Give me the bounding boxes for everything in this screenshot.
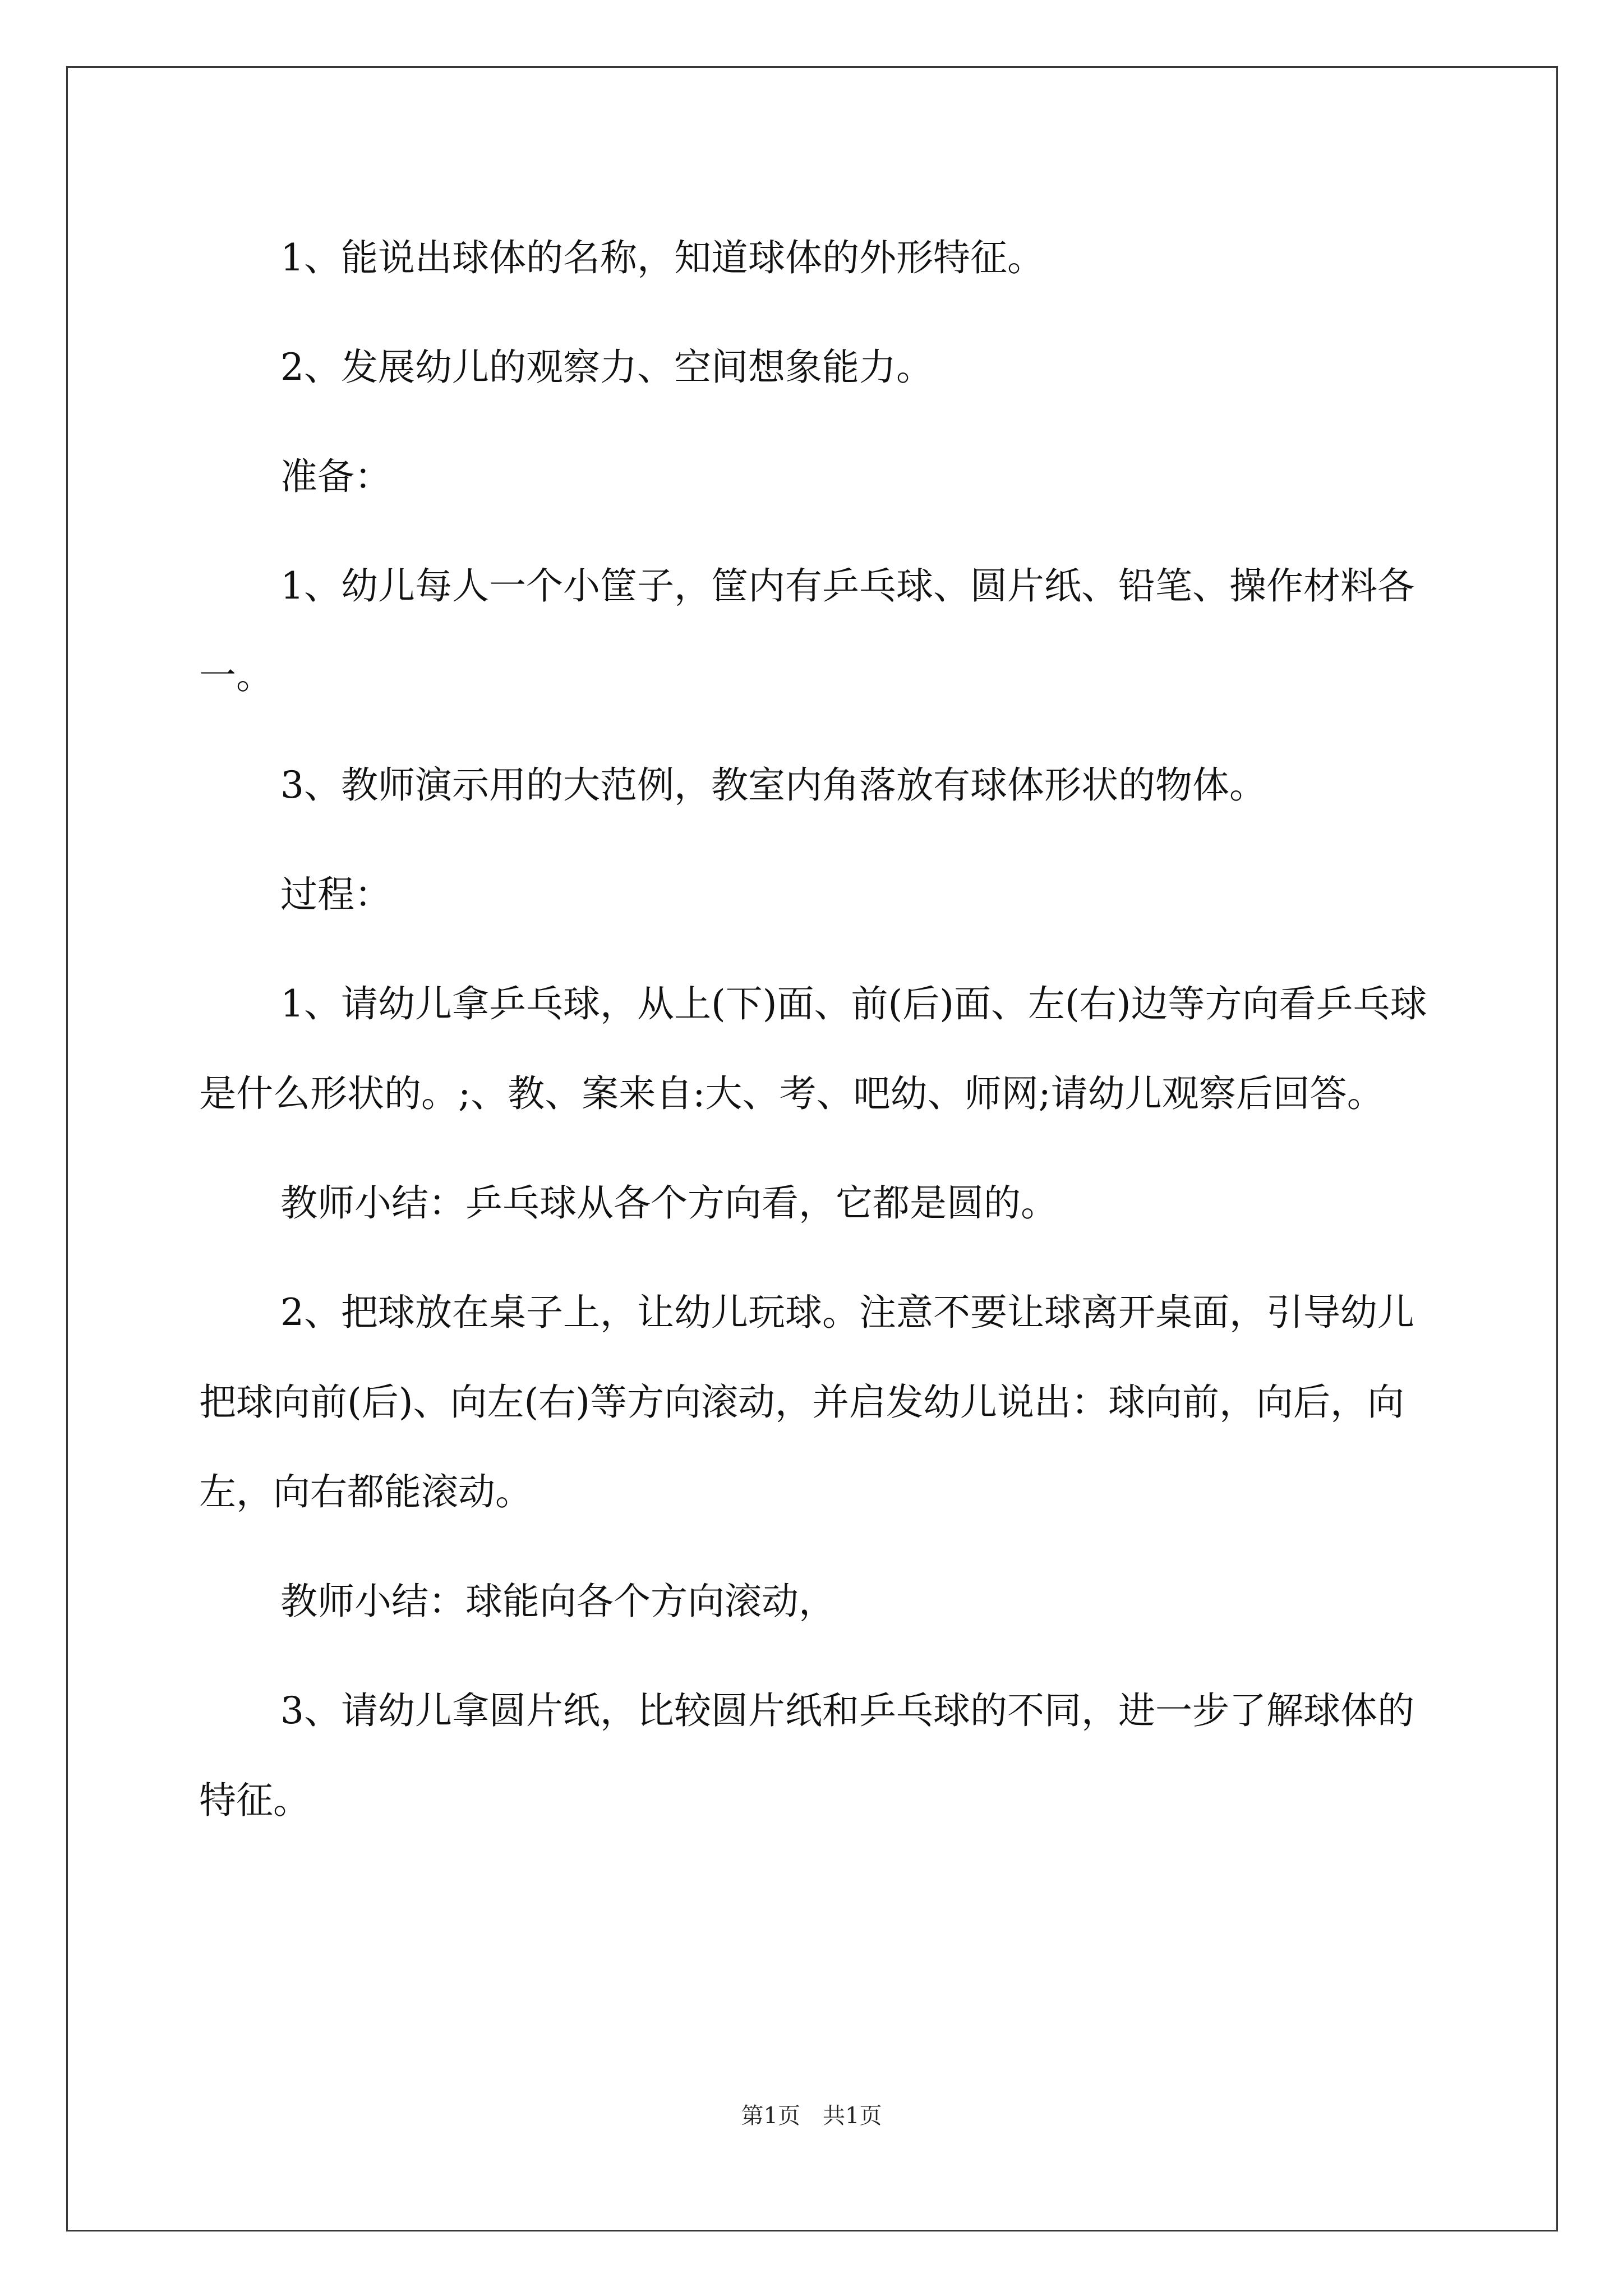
page-number: 第1页 — [741, 2103, 800, 2129]
paragraph-prep-heading: 准备： — [280, 455, 391, 498]
paragraph-process-1: 1、请幼儿拿乒乓球，从上(下)面、前(后)面、左(右)边等方向看乒乓球是什么形状的。;、教、案来自:大、考、吧幼、师网;请幼儿观察后回答。 — [199, 982, 1427, 1115]
paragraph-summary-2: 教师小结：球能向各个方向滚动， — [280, 1580, 836, 1623]
document-body — [199, 213, 1433, 1865]
paragraph-process-heading: 过程： — [280, 873, 391, 916]
page-footer — [0, 2098, 1623, 2130]
paragraph-goal-2: 2、发展幼儿的观察力、空间想象能力。 — [280, 346, 933, 389]
paragraph-process-3: 3、请幼儿拿圆片纸，比较圆片纸和乒乓球的不同，进一步了解球体的特征。 — [199, 1689, 1414, 1822]
paragraph-summary-1: 教师小结：乒乓球从各个方向看，它都是圆的。 — [280, 1181, 1058, 1225]
paragraph-process-2: 2、把球放在桌子上，让幼儿玩球。注意不要让球离开桌面，引导幼儿把球向前(后)、向左(右)等方向滚动，并启发幼儿说出：球向前，向后，向左，向右都能滚动。 — [199, 1291, 1414, 1513]
paragraph-prep-3: 3、教师演示用的大范例，教室内角落放有球体形状的物体。 — [280, 763, 1266, 807]
page-total: 共1页 — [823, 2103, 882, 2129]
paragraph-prep-1: 1、幼儿每人一个小筐子，筐内有乒乓球、圆片纸、铅笔、操作材料各一。 — [199, 564, 1414, 697]
paragraph-goal-1: 1、能说出球体的名称，知道球体的外形特征。 — [280, 236, 1044, 279]
